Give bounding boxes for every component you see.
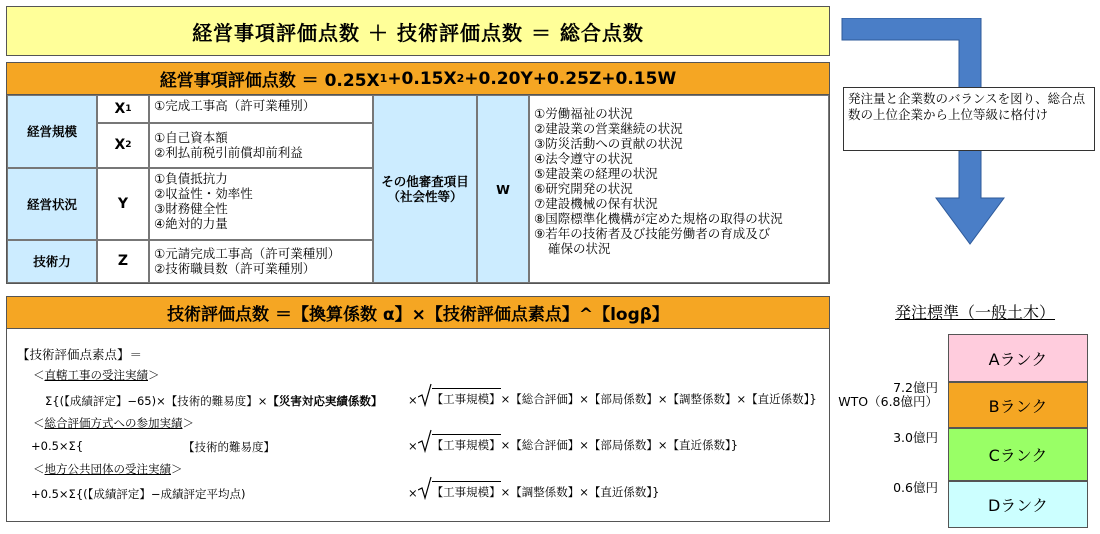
symbol-w: W <box>477 95 529 283</box>
sqrt-icon <box>418 476 432 500</box>
grading-note: 発注量と企業数のバランスを図り、総合点数の上位企業から上位等級に格付け <box>843 87 1095 151</box>
formula-direct-prefix: Σ{(【成績評定】−65)×【技術的難易度】×【災害対応実績係数】 <box>45 394 383 408</box>
items-x1: ①完成工事高（許可業種別） <box>149 95 373 123</box>
items-z: ①元請完成工事高（許可業種別） ②技術職員数（許可業種別） <box>149 240 373 283</box>
threshold-3-0: 3.0億円 <box>893 430 938 445</box>
rank-a: Aランク <box>948 334 1088 382</box>
items-x2: ①自己資本額 ②利払前税引前償却前利益 <box>149 123 373 168</box>
symbol-y: Y <box>97 168 149 240</box>
category-technical: 技術力 <box>7 240 97 283</box>
category-scale: 経営規模 <box>7 95 97 168</box>
items-y: ①負債抵抗力 ②収益性・効率性 ③財務健全性 ④絶対的力量 <box>149 168 373 240</box>
threshold-wto: WTO（6.8億円） <box>838 394 938 409</box>
rank-d: Dランク <box>948 481 1088 528</box>
management-evaluation-section <box>6 62 830 284</box>
items-w: ①労働福祉の状況 ②建設業の営業継続の状況 ③防災活動への貢献の状況 ④法令遵守の状況 ⑤建設業の経理の状況 ⑥研究開発の状況 ⑦建設機械の保有状況 ⑧国際標準化機構が定めた規格の取得の状況 ⑨若年の技術者及び技能労働者の育成及び 確保の状況 <box>529 95 829 283</box>
symbol-x2: X 2 <box>97 123 149 168</box>
section-local-title: ＜地方公共団体の受注実績＞ <box>33 462 183 476</box>
symbol-x1: X 1 <box>97 95 149 123</box>
threshold-0-6: 0.6億円 <box>893 480 938 495</box>
technical-evaluation-section <box>6 296 830 522</box>
rank-c: Cランク <box>948 428 1088 481</box>
sqrt-icon <box>418 383 432 407</box>
formula-evaluation-radical: × 【工事規模】 ×【総合評価】×【部局係数】×【直近係数】} <box>408 429 738 453</box>
order-standard-title: 発注標準（一般土木） <box>895 303 1056 322</box>
total-score-title: 経営事項評価点数 ＋ 技術評価点数 ＝ 総合点数 <box>6 6 830 56</box>
formula-evaluation-prefix: +0.5×Σ{ <box>31 439 84 453</box>
technical-formula: 技術評価点数 ＝【換算係数 α】×【技術評価点素点】^【logβ】 <box>7 297 829 329</box>
category-condition: 経営状況 <box>7 168 97 240</box>
formula-evaluation-difficulty: 【技術的難易度】 <box>183 440 275 454</box>
sqrt-icon <box>418 429 432 453</box>
section-direct-title: ＜直轄工事の受注実績＞ <box>33 368 160 382</box>
formula-local-radical: × 【工事規模】 ×【調整係数】×【直近係数】} <box>408 476 659 500</box>
symbol-z: Z <box>97 240 149 283</box>
formula-direct-radical: × 【工事規模】 ×【総合評価】×【部局係数】×【調整係数】×【直近係数】} <box>408 383 817 407</box>
base-score-label: 【技術評価点素点】＝ <box>17 347 143 362</box>
management-formula: 経営事項評価点数 ＝ 0.25X 1 +0.15X 2 +0.20Y+0.25Z+0.15W <box>7 63 829 95</box>
rank-b: Bランク <box>948 382 1088 428</box>
category-other: その他審査項目 （社会性等） <box>373 95 477 283</box>
formula-local-prefix: +0.5×Σ{(【成績評定】−成績評定平均点) <box>31 487 246 501</box>
threshold-7-2: 7.2億円 <box>893 380 938 395</box>
section-evaluation-title: ＜総合評価方式への参加実績＞ <box>33 416 194 430</box>
